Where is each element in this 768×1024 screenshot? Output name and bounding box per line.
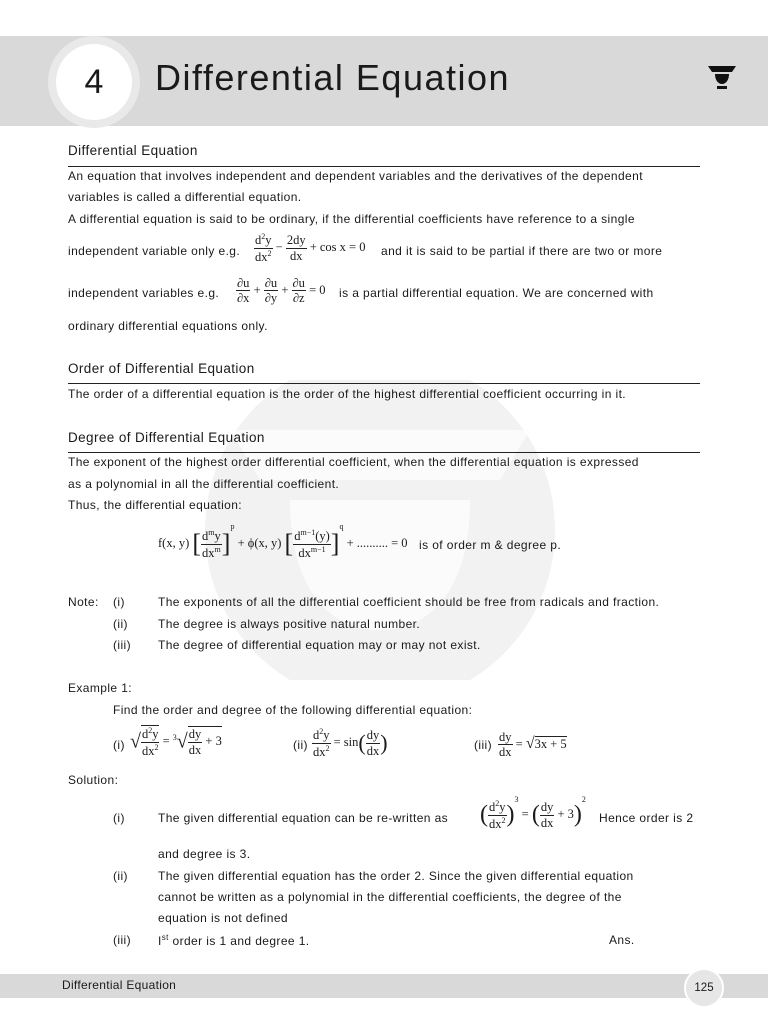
paragraph-line: is of order m & degree p. — [419, 538, 562, 552]
solution-text: and degree is 3. — [158, 847, 251, 861]
solution-text: The given differential equation can be re-written as — [158, 811, 449, 825]
example-label: Example 1: — [68, 681, 133, 695]
paragraph-line: and it is said to be partial if there are two or more — [381, 244, 663, 258]
solution-text: Hence order is 2 — [599, 811, 694, 825]
section-heading-degree: Degree of Differential Equation — [68, 430, 265, 445]
example-question: Find the order and degree of the following differential equation: — [113, 703, 473, 717]
heading-rule — [68, 166, 700, 167]
example-part-number: (ii) — [293, 738, 308, 752]
answer-label: Ans. — [609, 933, 635, 947]
solution-number: (iii) — [113, 933, 131, 947]
example-equation-iii: $\frac{dy}{dx}$ = √3x + 5 — [499, 730, 567, 760]
note-text: The degree of differential equation may or may not exist. — [158, 638, 481, 652]
chapter-title: Differential Equation — [155, 57, 511, 98]
example-part-number: (iii) — [474, 738, 492, 752]
example-part-number: (i) — [113, 738, 125, 752]
paragraph-line: ordinary differential equations only. — [68, 319, 268, 333]
solution-rewritten-equation: ( $\frac{d^2y}{dx^2}$ )$^3$ = ( $\frac{dy}{dx}$ + 3)$^2$ — [480, 795, 586, 831]
note-number: (i) — [113, 595, 125, 609]
ode-example-formula: $\frac{d^2y}{dx^2}$ − $\frac{2dy}{dx}$ + cos x = 0 — [255, 232, 366, 264]
paragraph-line: An equation that involves independent and dependent variables and the derivatives of the dependent — [68, 169, 643, 183]
note-label: Note: — [68, 595, 99, 609]
paragraph-line: independent variable only e.g. — [68, 244, 241, 258]
example-equation-i: √ $\frac{d^2y}{dx^2}$ = $^3$√ $\frac{dy}{dx}$ + 3 — [130, 726, 222, 758]
publisher-logo-icon — [706, 64, 738, 90]
section-heading-order: Order of Differential Equation — [68, 361, 255, 376]
paragraph-line: Thus, the differential equation: — [68, 498, 243, 512]
example-equation-ii: $\frac{d^2y}{dx^2}$ = sin( $\frac{dy}{dx}$ ) — [313, 727, 388, 759]
ordinal-suffix: st — [161, 933, 169, 942]
paragraph-line: A differential equation is said to be ordinary, if the differential coefficients have reference to a single — [68, 212, 635, 226]
general-ode-formula: f(x, y) [ $\frac{d^my}{dx^m}$ ]$^p$ + ϕ(x, y) [ $\frac{d^{m-1}(y)}{dx^{m-1}}$ ]$^q$ + .......... = 0 — [158, 522, 408, 560]
paragraph-line: The exponent of the highest order differential coefficient, when the differential equation is expressed — [68, 455, 639, 469]
solution-text: equation is not defined — [158, 911, 288, 925]
paragraph-line: variables is called a differential equation. — [68, 190, 302, 204]
solution-text: cannot be written as a polynomial in the differential coefficients, the degree of the — [158, 890, 622, 904]
paragraph-line: is a partial differential equation. We are concerned with — [339, 286, 654, 300]
paragraph-line: independent variables e.g. — [68, 286, 220, 300]
heading-rule — [68, 383, 700, 384]
note-number: (iii) — [113, 638, 131, 652]
solution-text: The given differential equation has the order 2. Since the given differential equation — [158, 869, 634, 883]
chapter-number: 4 — [84, 63, 104, 101]
heading-rule — [68, 452, 700, 453]
note-number: (ii) — [113, 617, 128, 631]
paragraph-line: as a polynomial in all the differential coefficient. — [68, 477, 340, 491]
solution-number: (ii) — [113, 869, 128, 883]
footer-title: Differential Equation — [62, 978, 177, 992]
solution-text — [158, 933, 310, 948]
note-text: The exponents of all the differential coefficient should be free from radicals and fraction. — [158, 595, 660, 609]
section-heading-differential-equation: Differential Equation — [68, 143, 198, 158]
note-text: The degree is always positive natural number. — [158, 617, 421, 631]
ordinal-base: I — [158, 934, 162, 948]
solution-number: (i) — [113, 811, 125, 825]
page-number: 125 — [684, 968, 724, 1008]
paragraph-line: The order of a differential equation is the order of the highest differential coefficient occurring in it. — [68, 387, 627, 401]
solution-label: Solution: — [68, 773, 119, 787]
solution-rest: order is 1 and degree 1. — [168, 934, 310, 948]
pde-example-formula: $\frac{\partial u}{\partial x}$ + $\frac{\partial u}{\partial y}$ + $\frac{\partial u}{\partial z}$ = 0 — [237, 276, 326, 306]
